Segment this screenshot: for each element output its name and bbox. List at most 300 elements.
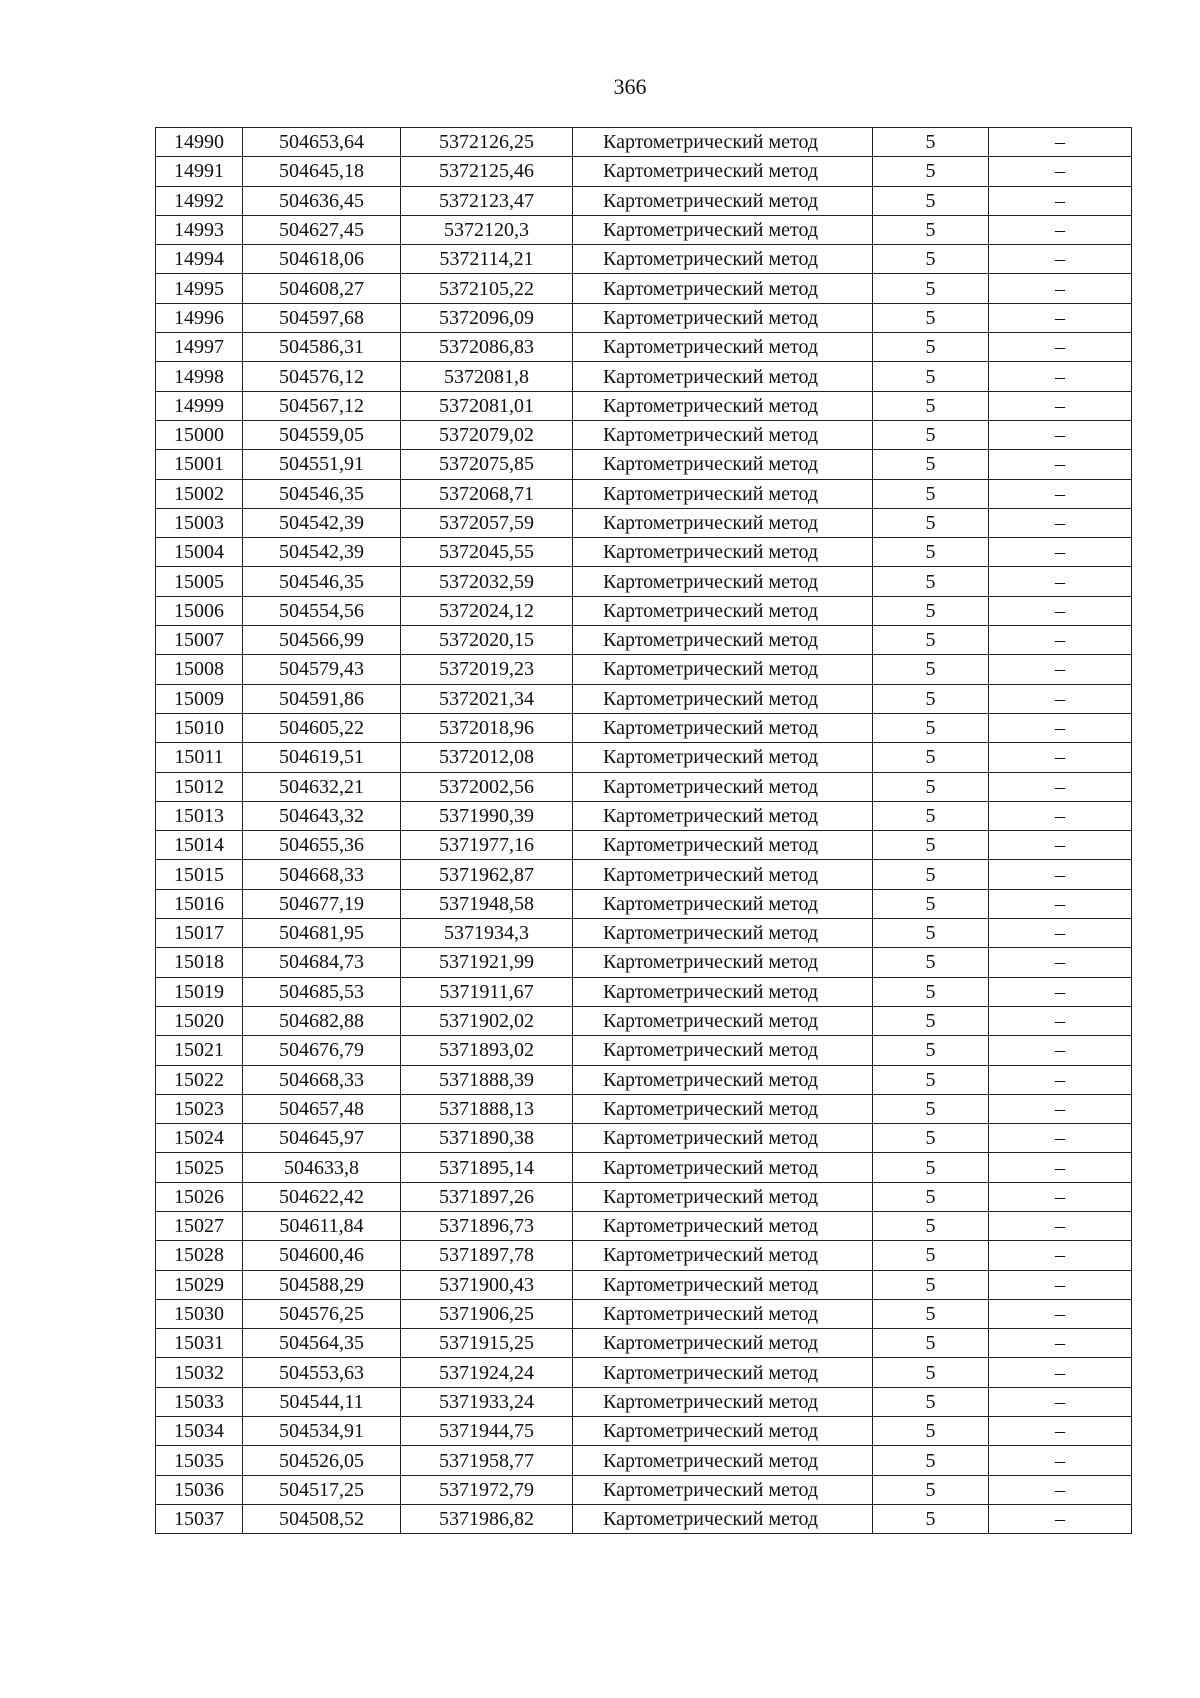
formula-cell: –: [989, 538, 1132, 567]
table-row: [156, 362, 1132, 391]
point-number-cell: 15029: [156, 1270, 243, 1299]
x-coordinate-cell: 504588,29: [243, 1270, 401, 1299]
formula-cell: –: [989, 245, 1132, 274]
x-coordinate-cell: 504586,31: [243, 333, 401, 362]
formula-cell: –: [989, 860, 1132, 889]
precision-cell: 5: [873, 303, 989, 332]
table-row: [156, 450, 1132, 479]
point-number-cell: 15017: [156, 919, 243, 948]
precision-cell: 5: [873, 1387, 989, 1416]
method-cell: Картометрический метод: [573, 420, 873, 449]
method-cell: Картометрический метод: [573, 772, 873, 801]
y-coordinate-cell: 5371924,24: [401, 1358, 573, 1387]
table-row: [156, 801, 1132, 830]
formula-cell: –: [989, 977, 1132, 1006]
x-coordinate-cell: 504619,51: [243, 743, 401, 772]
method-cell: Картометрический метод: [573, 919, 873, 948]
precision-cell: 5: [873, 772, 989, 801]
x-coordinate-cell: 504597,68: [243, 303, 401, 332]
table-row: [156, 1006, 1132, 1035]
point-number-cell: 15025: [156, 1153, 243, 1182]
point-number-cell: 15024: [156, 1124, 243, 1153]
method-cell: Картометрический метод: [573, 508, 873, 537]
precision-cell: 5: [873, 333, 989, 362]
formula-cell: –: [989, 186, 1132, 215]
point-number-cell: 14999: [156, 391, 243, 420]
x-coordinate-cell: 504542,39: [243, 538, 401, 567]
table-row: [156, 889, 1132, 918]
table-row: [156, 1417, 1132, 1446]
x-coordinate-cell: 504605,22: [243, 713, 401, 742]
formula-cell: –: [989, 1387, 1132, 1416]
y-coordinate-cell: 5371902,02: [401, 1006, 573, 1035]
precision-cell: 5: [873, 831, 989, 860]
point-number-cell: 14992: [156, 186, 243, 215]
method-cell: Картометрический метод: [573, 450, 873, 479]
y-coordinate-cell: 5371897,78: [401, 1241, 573, 1270]
table-row: [156, 1358, 1132, 1387]
precision-cell: 5: [873, 215, 989, 244]
formula-cell: –: [989, 889, 1132, 918]
formula-cell: –: [989, 684, 1132, 713]
point-number-cell: 14990: [156, 128, 243, 157]
method-cell: Картометрический метод: [573, 538, 873, 567]
y-coordinate-cell: 5371888,13: [401, 1094, 573, 1123]
y-coordinate-cell: 5371990,39: [401, 801, 573, 830]
precision-cell: 5: [873, 1211, 989, 1240]
point-number-cell: 14994: [156, 245, 243, 274]
method-cell: Картометрический метод: [573, 977, 873, 1006]
table-row: [156, 508, 1132, 537]
x-coordinate-cell: 504559,05: [243, 420, 401, 449]
method-cell: Картометрический метод: [573, 1036, 873, 1065]
precision-cell: 5: [873, 948, 989, 977]
y-coordinate-cell: 5372075,85: [401, 450, 573, 479]
method-cell: Картометрический метод: [573, 1446, 873, 1475]
method-cell: Картометрический метод: [573, 1329, 873, 1358]
formula-cell: –: [989, 303, 1132, 332]
x-coordinate-cell: 504645,18: [243, 157, 401, 186]
table-row: [156, 772, 1132, 801]
coordinates-table-body: [156, 128, 1132, 1534]
x-coordinate-cell: 504643,32: [243, 801, 401, 830]
x-coordinate-cell: 504618,06: [243, 245, 401, 274]
point-number-cell: 15031: [156, 1329, 243, 1358]
table-row: [156, 948, 1132, 977]
formula-cell: –: [989, 1358, 1132, 1387]
method-cell: Картометрический метод: [573, 1124, 873, 1153]
method-cell: Картометрический метод: [573, 157, 873, 186]
x-coordinate-cell: 504576,25: [243, 1299, 401, 1328]
point-number-cell: 15009: [156, 684, 243, 713]
y-coordinate-cell: 5371933,24: [401, 1387, 573, 1416]
precision-cell: 5: [873, 1153, 989, 1182]
method-cell: Картометрический метод: [573, 274, 873, 303]
formula-cell: –: [989, 1006, 1132, 1035]
method-cell: Картометрический метод: [573, 655, 873, 684]
y-coordinate-cell: 5371977,16: [401, 831, 573, 860]
method-cell: Картометрический метод: [573, 333, 873, 362]
formula-cell: –: [989, 479, 1132, 508]
point-number-cell: 15037: [156, 1504, 243, 1533]
method-cell: Картометрический метод: [573, 1475, 873, 1504]
x-coordinate-cell: 504684,73: [243, 948, 401, 977]
y-coordinate-cell: 5371911,67: [401, 977, 573, 1006]
precision-cell: 5: [873, 977, 989, 1006]
formula-cell: –: [989, 919, 1132, 948]
x-coordinate-cell: 504591,86: [243, 684, 401, 713]
precision-cell: 5: [873, 743, 989, 772]
formula-cell: –: [989, 1475, 1132, 1504]
formula-cell: –: [989, 1153, 1132, 1182]
table-row: [156, 596, 1132, 625]
precision-cell: 5: [873, 919, 989, 948]
formula-cell: –: [989, 420, 1132, 449]
x-coordinate-cell: 504668,33: [243, 1065, 401, 1094]
precision-cell: 5: [873, 450, 989, 479]
point-number-cell: 15007: [156, 626, 243, 655]
x-coordinate-cell: 504546,35: [243, 567, 401, 596]
table-row: [156, 567, 1132, 596]
table-row: [156, 1241, 1132, 1270]
formula-cell: –: [989, 1504, 1132, 1533]
y-coordinate-cell: 5372086,83: [401, 333, 573, 362]
method-cell: Картометрический метод: [573, 479, 873, 508]
point-number-cell: 15021: [156, 1036, 243, 1065]
table-row: [156, 303, 1132, 332]
table-row: [156, 1475, 1132, 1504]
precision-cell: 5: [873, 420, 989, 449]
method-cell: Картометрический метод: [573, 1153, 873, 1182]
precision-cell: 5: [873, 655, 989, 684]
point-number-cell: 15003: [156, 508, 243, 537]
x-coordinate-cell: 504677,19: [243, 889, 401, 918]
point-number-cell: 15035: [156, 1446, 243, 1475]
table-row: [156, 713, 1132, 742]
point-number-cell: 15027: [156, 1211, 243, 1240]
x-coordinate-cell: 504636,45: [243, 186, 401, 215]
table-row: [156, 538, 1132, 567]
x-coordinate-cell: 504542,39: [243, 508, 401, 537]
x-coordinate-cell: 504544,11: [243, 1387, 401, 1416]
table-row: [156, 391, 1132, 420]
x-coordinate-cell: 504551,91: [243, 450, 401, 479]
formula-cell: –: [989, 274, 1132, 303]
formula-cell: –: [989, 1299, 1132, 1328]
table-row: [156, 245, 1132, 274]
formula-cell: –: [989, 713, 1132, 742]
precision-cell: 5: [873, 1446, 989, 1475]
method-cell: Картометрический метод: [573, 1358, 873, 1387]
precision-cell: 5: [873, 245, 989, 274]
table-row: [156, 1446, 1132, 1475]
y-coordinate-cell: 5372045,55: [401, 538, 573, 567]
y-coordinate-cell: 5371986,82: [401, 1504, 573, 1533]
x-coordinate-cell: 504676,79: [243, 1036, 401, 1065]
method-cell: Картометрический метод: [573, 186, 873, 215]
method-cell: Картометрический метод: [573, 948, 873, 977]
table-row: [156, 626, 1132, 655]
method-cell: Картометрический метод: [573, 391, 873, 420]
formula-cell: –: [989, 801, 1132, 830]
table-row: [156, 1387, 1132, 1416]
formula-cell: –: [989, 1241, 1132, 1270]
x-coordinate-cell: 504655,36: [243, 831, 401, 860]
table-row: [156, 1065, 1132, 1094]
formula-cell: –: [989, 948, 1132, 977]
x-coordinate-cell: 504579,43: [243, 655, 401, 684]
precision-cell: 5: [873, 626, 989, 655]
formula-cell: –: [989, 655, 1132, 684]
x-coordinate-cell: 504653,64: [243, 128, 401, 157]
method-cell: Картометрический метод: [573, 245, 873, 274]
table-row: [156, 128, 1132, 157]
point-number-cell: 14998: [156, 362, 243, 391]
table-row: [156, 860, 1132, 889]
precision-cell: 5: [873, 1299, 989, 1328]
y-coordinate-cell: 5371958,77: [401, 1446, 573, 1475]
x-coordinate-cell: 504681,95: [243, 919, 401, 948]
y-coordinate-cell: 5371948,58: [401, 889, 573, 918]
y-coordinate-cell: 5372002,56: [401, 772, 573, 801]
y-coordinate-cell: 5371934,3: [401, 919, 573, 948]
x-coordinate-cell: 504576,12: [243, 362, 401, 391]
point-number-cell: 15034: [156, 1417, 243, 1446]
method-cell: Картометрический метод: [573, 889, 873, 918]
precision-cell: 5: [873, 1329, 989, 1358]
formula-cell: –: [989, 333, 1132, 362]
x-coordinate-cell: 504508,52: [243, 1504, 401, 1533]
formula-cell: –: [989, 567, 1132, 596]
y-coordinate-cell: 5372024,12: [401, 596, 573, 625]
y-coordinate-cell: 5372057,59: [401, 508, 573, 537]
formula-cell: –: [989, 1065, 1132, 1094]
method-cell: Картометрический метод: [573, 1094, 873, 1123]
y-coordinate-cell: 5372120,3: [401, 215, 573, 244]
method-cell: Картометрический метод: [573, 713, 873, 742]
point-number-cell: 15006: [156, 596, 243, 625]
y-coordinate-cell: 5372020,15: [401, 626, 573, 655]
point-number-cell: 15028: [156, 1241, 243, 1270]
formula-cell: –: [989, 831, 1132, 860]
point-number-cell: 15011: [156, 743, 243, 772]
method-cell: Картометрический метод: [573, 1182, 873, 1211]
y-coordinate-cell: 5372123,47: [401, 186, 573, 215]
formula-cell: –: [989, 362, 1132, 391]
point-number-cell: 15018: [156, 948, 243, 977]
formula-cell: –: [989, 157, 1132, 186]
table-row: [156, 1094, 1132, 1123]
table-row: [156, 479, 1132, 508]
x-coordinate-cell: 504526,05: [243, 1446, 401, 1475]
y-coordinate-cell: 5371888,39: [401, 1065, 573, 1094]
method-cell: Картометрический метод: [573, 1065, 873, 1094]
x-coordinate-cell: 504622,42: [243, 1182, 401, 1211]
point-number-cell: 15001: [156, 450, 243, 479]
method-cell: Картометрический метод: [573, 1387, 873, 1416]
precision-cell: 5: [873, 274, 989, 303]
point-number-cell: 14996: [156, 303, 243, 332]
table-row: [156, 1211, 1132, 1240]
method-cell: Картометрический метод: [573, 596, 873, 625]
y-coordinate-cell: 5371896,73: [401, 1211, 573, 1240]
x-coordinate-cell: 504685,53: [243, 977, 401, 1006]
formula-cell: –: [989, 1211, 1132, 1240]
formula-cell: –: [989, 772, 1132, 801]
x-coordinate-cell: 504600,46: [243, 1241, 401, 1270]
formula-cell: –: [989, 391, 1132, 420]
point-number-cell: 15000: [156, 420, 243, 449]
x-coordinate-cell: 504554,56: [243, 596, 401, 625]
precision-cell: 5: [873, 391, 989, 420]
precision-cell: 5: [873, 889, 989, 918]
method-cell: Картометрический метод: [573, 743, 873, 772]
point-number-cell: 15015: [156, 860, 243, 889]
y-coordinate-cell: 5372018,96: [401, 713, 573, 742]
table-row: [156, 1504, 1132, 1533]
method-cell: Картометрический метод: [573, 1270, 873, 1299]
x-coordinate-cell: 504633,8: [243, 1153, 401, 1182]
formula-cell: –: [989, 1329, 1132, 1358]
point-number-cell: 14997: [156, 333, 243, 362]
point-number-cell: 15022: [156, 1065, 243, 1094]
point-number-cell: 15019: [156, 977, 243, 1006]
precision-cell: 5: [873, 1358, 989, 1387]
point-number-cell: 14991: [156, 157, 243, 186]
table-row: [156, 655, 1132, 684]
y-coordinate-cell: 5371972,79: [401, 1475, 573, 1504]
table-row: [156, 919, 1132, 948]
y-coordinate-cell: 5371915,25: [401, 1329, 573, 1358]
point-number-cell: 15002: [156, 479, 243, 508]
table-row: [156, 743, 1132, 772]
method-cell: Картометрический метод: [573, 1417, 873, 1446]
formula-cell: –: [989, 1124, 1132, 1153]
y-coordinate-cell: 5371900,43: [401, 1270, 573, 1299]
x-coordinate-cell: 504567,12: [243, 391, 401, 420]
precision-cell: 5: [873, 1124, 989, 1153]
y-coordinate-cell: 5372105,22: [401, 274, 573, 303]
table-row: [156, 1182, 1132, 1211]
precision-cell: 5: [873, 362, 989, 391]
method-cell: Картометрический метод: [573, 128, 873, 157]
y-coordinate-cell: 5372019,23: [401, 655, 573, 684]
y-coordinate-cell: 5372012,08: [401, 743, 573, 772]
y-coordinate-cell: 5372081,01: [401, 391, 573, 420]
table-row: [156, 1153, 1132, 1182]
y-coordinate-cell: 5372079,02: [401, 420, 573, 449]
point-number-cell: 15032: [156, 1358, 243, 1387]
formula-cell: –: [989, 1270, 1132, 1299]
table-row: [156, 274, 1132, 303]
table-row: [156, 420, 1132, 449]
y-coordinate-cell: 5372032,59: [401, 567, 573, 596]
x-coordinate-cell: 504553,63: [243, 1358, 401, 1387]
method-cell: Картометрический метод: [573, 362, 873, 391]
precision-cell: 5: [873, 538, 989, 567]
precision-cell: 5: [873, 1094, 989, 1123]
formula-cell: –: [989, 626, 1132, 655]
point-number-cell: 15036: [156, 1475, 243, 1504]
y-coordinate-cell: 5371944,75: [401, 1417, 573, 1446]
formula-cell: –: [989, 1417, 1132, 1446]
method-cell: Картометрический метод: [573, 1211, 873, 1240]
precision-cell: 5: [873, 1475, 989, 1504]
point-number-cell: 15004: [156, 538, 243, 567]
formula-cell: –: [989, 596, 1132, 625]
point-number-cell: 15005: [156, 567, 243, 596]
table-row: [156, 1124, 1132, 1153]
precision-cell: 5: [873, 567, 989, 596]
table-row: [156, 977, 1132, 1006]
y-coordinate-cell: 5371962,87: [401, 860, 573, 889]
method-cell: Картометрический метод: [573, 567, 873, 596]
x-coordinate-cell: 504564,35: [243, 1329, 401, 1358]
precision-cell: 5: [873, 128, 989, 157]
method-cell: Картометрический метод: [573, 626, 873, 655]
point-number-cell: 15013: [156, 801, 243, 830]
method-cell: Картометрический метод: [573, 1006, 873, 1035]
table-row: [156, 215, 1132, 244]
precision-cell: 5: [873, 1065, 989, 1094]
point-number-cell: 14993: [156, 215, 243, 244]
method-cell: Картометрический метод: [573, 1299, 873, 1328]
table-row: [156, 831, 1132, 860]
table-row: [156, 333, 1132, 362]
precision-cell: 5: [873, 1241, 989, 1270]
x-coordinate-cell: 504627,45: [243, 215, 401, 244]
precision-cell: 5: [873, 186, 989, 215]
point-number-cell: 15016: [156, 889, 243, 918]
y-coordinate-cell: 5372068,71: [401, 479, 573, 508]
y-coordinate-cell: 5372081,8: [401, 362, 573, 391]
table-row: [156, 684, 1132, 713]
point-number-cell: 15012: [156, 772, 243, 801]
method-cell: Картометрический метод: [573, 215, 873, 244]
point-number-cell: 15010: [156, 713, 243, 742]
precision-cell: 5: [873, 1504, 989, 1533]
precision-cell: 5: [873, 1417, 989, 1446]
y-coordinate-cell: 5372126,25: [401, 128, 573, 157]
method-cell: Картометрический метод: [573, 1504, 873, 1533]
formula-cell: –: [989, 215, 1132, 244]
table-row: [156, 1329, 1132, 1358]
precision-cell: 5: [873, 157, 989, 186]
x-coordinate-cell: 504534,91: [243, 1417, 401, 1446]
method-cell: Картометрический метод: [573, 860, 873, 889]
precision-cell: 5: [873, 596, 989, 625]
x-coordinate-cell: 504566,99: [243, 626, 401, 655]
point-number-cell: 15023: [156, 1094, 243, 1123]
x-coordinate-cell: 504611,84: [243, 1211, 401, 1240]
x-coordinate-cell: 504668,33: [243, 860, 401, 889]
formula-cell: –: [989, 1446, 1132, 1475]
table-row: [156, 157, 1132, 186]
x-coordinate-cell: 504682,88: [243, 1006, 401, 1035]
method-cell: Картометрический метод: [573, 1241, 873, 1270]
point-number-cell: 14995: [156, 274, 243, 303]
table-row: [156, 1299, 1132, 1328]
point-number-cell: 15014: [156, 831, 243, 860]
y-coordinate-cell: 5371906,25: [401, 1299, 573, 1328]
point-number-cell: 15030: [156, 1299, 243, 1328]
y-coordinate-cell: 5372114,21: [401, 245, 573, 274]
formula-cell: –: [989, 1036, 1132, 1065]
precision-cell: 5: [873, 1036, 989, 1065]
formula-cell: –: [989, 128, 1132, 157]
x-coordinate-cell: 504657,48: [243, 1094, 401, 1123]
precision-cell: 5: [873, 479, 989, 508]
